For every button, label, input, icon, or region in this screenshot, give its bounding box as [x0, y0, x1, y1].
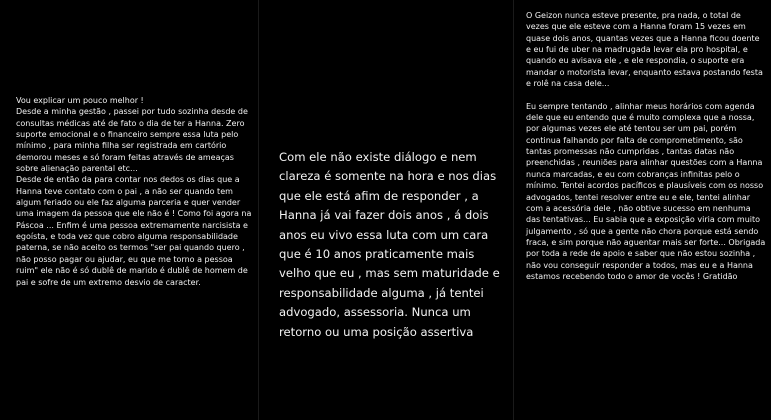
story-panel-left	[0, 0, 257, 420]
right-paragraph-2: Eu sempre tentando , alinhar meus horários com agenda dele que eu entendo que é muito complexa que a nossa, por algumas vezes ele até tentou ser um pai, porém continua falhando por falta de comprometimento, são tantas promessas não cumpridas , tantas datas não preenchidas , reuniões para alinhar questões com a Hanna nunca marcadas, e eu com cobranças infinitas pelo o mínimo. Tentei acordos pacíficos e plausíveis com os nosso advogados, tentei resolver entre eu e ele, tentei alinhar com a acessória dele , não obtive sucesso em nenhuma das tentativas... Eu sabia que a exposição viria com muito julgamento , só que a gente não chora porque está sendo fraca, e sim porque não aguentar mais ser forte... Obrigada por toda a rede de apoio e saber que não estou sozinha , não vou conseguir responder a todos, mas eu e a Hanna estamos recebendo todo o amor de vocês ! Gratidão	[526, 101, 768, 281]
right-paragraph-1: O Geizon nunca esteve presente, pra nada, o total de vezes que ele esteve com a Hanna foram 15 vezes em quase dois anos, quantas vezes que a Hanna ficou doente e eu fui de uber na madrugada levar ela pro hospital, e quando eu avisava ele , e ele respondia, o suporte era mandar o motorista levar, enquanto estava postando festa e rolê na casa dele...	[526, 11, 766, 89]
story-text-left	[16, 95, 254, 288]
center-paragraph: Com ele não existe diálogo e nem clareza é somente na hora e nos dias que ele está afim de responder , a Hanna já vai fazer dois anos , á dois anos eu vivo essa luta com um cara que é 10 anos praticamente mais velho que eu , mas sem maturidade e responsabilidade alguma , já tentei advogado, assessoria. Nunca um retorno ou uma posição assertiva	[279, 150, 504, 339]
story-panel-center	[258, 0, 514, 420]
left-paragraph-2: Desde de então da para contar nos dedos os dias que a Hanna teve contato com o pai , a não ser quando tem algum feriado ou ele faz alguma parceria e quer vender uma imagem da pessoa que ele não é ! Como foi agora na Páscoa ... Enfim é uma pessoa extremamente narcisista e egoísta, e toda vez que cobro alguma responsabilidade paterna, se não aceito os termos "ser pai quando quero , não posso pagar ou ajudar, eu que me torno a pessoa ruim" ele não é só dublê de marido é dublê de homem de pai e sofre de um extremo desvio de caracter.	[16, 175, 254, 287]
left-paragraph-1: Vou explicar um pouco melhor ! Desde a minha gestão , passei por tudo sozinha desde de consultas médicas até de fato o dia de ter a Hanna. Zero suporte emocional e o financeiro sempre essa luta pelo mínimo , para minha filha ser registrada em cartório demorou meses e só foram feitas através de ameaças sobre alienação parental etc...	[16, 96, 248, 174]
story-text-right	[526, 10, 766, 282]
story-text-center	[279, 148, 509, 342]
paragraph-spacer	[526, 89, 766, 100]
story-panel-right	[514, 0, 771, 420]
